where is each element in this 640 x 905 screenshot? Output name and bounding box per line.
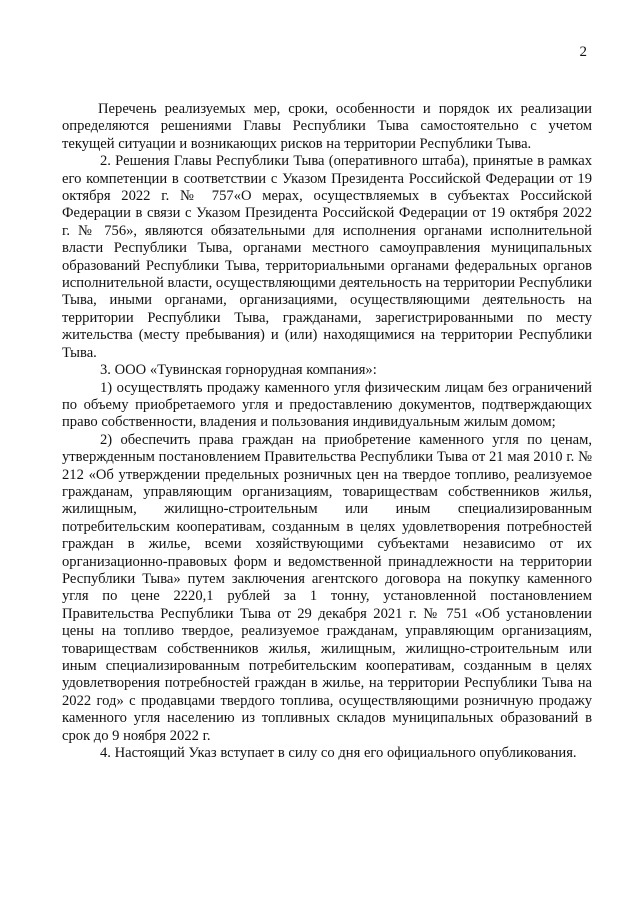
paragraph-subclause-2: 2) обеспечить права граждан на приобретение каменного угля по ценам, утвержденным постановлением Правительства Республики Тыва от 21 мая 2010 г. № 212 «Об утверждении предельных розничных цен на твердое топливо, реализуемое гражданам, управляющим организациям, товариществам собственников жилья, жилищным, жилищно-строительным или иным специализированным потребительским кооперативам, созданным в целях удовлетворения потребностей граждан в жилье, всеми хозяйствующими субъектами независимо от их организационно-правовых форм и ведомственной принадлежности на территории Республики Тыва» путем заключения агентского договора на покупку каменного угля по цене 2220,1 рублей за 1 тонну, установленной постановлением Правительства Республики Тыва от 29 декабря 2021 г. № 751 «Об установлении цены на топливо твердое, реализуемое гражданам, управляющим организациям, товариществам собственников жилья, жилищным, жилищно-строительным или иным специализированным потребительским кооперативам, созданным в целях удовлетворения потребностей граждан в жилье, на территории Республики Тыва на 2022 год» с продавцами твердого топлива, осуществляющими розничную продажу каменного угля населению из топливных складов муниципальных образований в срок до 9 ноября 2022 г. [62, 431, 592, 744]
paragraph-measures: Перечень реализуемых мер, сроки, особенности и порядок их реализации определяются решениями Главы Республики Тыва самостоятельно с учетом текущей ситуации и возникающих рисков на территории Республики Тыва. [62, 101, 592, 152]
paragraph-subclause-1: 1) осуществлять продажу каменного угля физическим лицам без ограничений по объему приобретаемого угля и предоставлению документов, подтверждающих право собственности, владения и пользования индивидуальным жилым домом; [62, 379, 592, 431]
paragraph-clause-2: 2. Решения Главы Республики Тыва (оперативного штаба), принятые в рамках его компетенции в соответствии с Указом Президента Российской Федерации от 19 октября 2022 г. № 757«О мерах, осуществляемых в субъектах Российской Федерации в связи с Указом Президента Российской Федерации от 19 октября 2022 г. № 756», являются обязательными для исполнения органами исполнительной власти Республики Тыва, органами местного самоуправления муниципальных образований Республики Тыва, территориальными органами федеральных органов исполнительной власти, осуществляющими деятельность на территории Республики Тыва, иными органами, организациями, осуществляющими деятельность на территории Республики Тыва, гражданами, зарегистрированными по месту жительства (месту пребывания) и (или) находящимися на территории Республики Тыва. [62, 153, 592, 361]
document-body [62, 101, 592, 762]
paragraph-clause-4: 4. Настоящий Указ вступает в силу со дня его официального опубликования. [100, 745, 577, 762]
page-number: 2 [579, 44, 587, 60]
paragraph-clause-3: 3. ООО «Тувинская горнорудная компания»: [100, 362, 377, 379]
